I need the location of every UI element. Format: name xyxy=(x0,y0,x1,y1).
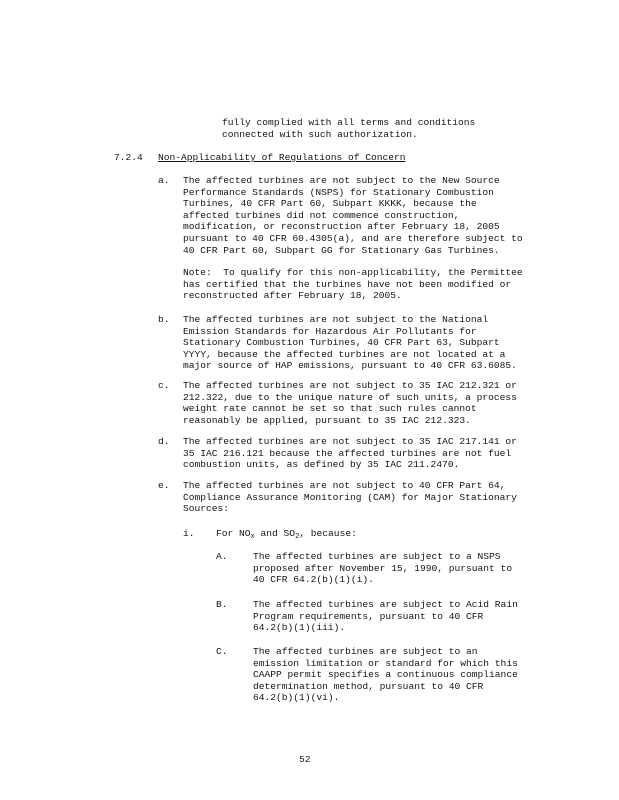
text-line: Stationary Combustion Turbines, 40 CFR Part 63, Subpart xyxy=(183,337,500,349)
text-line: Program requirements, pursuant to 40 CFR xyxy=(253,610,484,622)
text-line: CAAPP permit specifies a continuous compliance xyxy=(253,669,518,681)
text-line: Performance Standards (NSPS) for Stationary Combustion xyxy=(183,186,494,198)
item-e-paragraph xyxy=(183,480,517,515)
text-line: determination method, pursuant to 40 CFR xyxy=(253,680,484,692)
text-line: 64.2(b)(1)(iii). xyxy=(253,622,346,634)
text-fragment: For NO xyxy=(216,528,251,539)
text-line: 40 CFR Part 60, Subpart GG for Stationary Gas Turbines. xyxy=(183,244,500,256)
text-line: Compliance Assurance Monitoring (CAM) for Major Stationary xyxy=(183,491,517,503)
text-fragment: , because: xyxy=(299,528,357,539)
entry-label: A. xyxy=(216,551,228,562)
entry-a-paragraph xyxy=(253,551,512,586)
text-line: Turbines, 40 CFR Part 60, Subpart KKKK, because the xyxy=(183,198,477,210)
text-line: emission limitation or standard for which this xyxy=(253,657,518,669)
subitem-label: i. xyxy=(183,528,195,539)
text-line: reasonably be applied, pursuant to 35 IAC 212.323. xyxy=(183,414,471,426)
entry-label: C. xyxy=(216,646,228,657)
item-label: e. xyxy=(158,480,170,491)
intro-paragraph xyxy=(222,117,475,140)
text-line: fully complied with all terms and conditions xyxy=(222,117,476,128)
subitem-i-text xyxy=(216,528,357,544)
text-line: proposed after November 15, 1990, pursuant to xyxy=(253,562,513,574)
text-line: The affected turbines are not subject to 35 IAC 217.141 or xyxy=(183,436,517,447)
subscript: 2 xyxy=(295,533,300,541)
item-c-paragraph xyxy=(183,380,517,426)
entry-label: B. xyxy=(216,599,228,610)
section-title: Non-Applicability of Regulations of Concern xyxy=(158,152,406,163)
item-label: b. xyxy=(158,314,170,325)
item-b-paragraph xyxy=(183,314,517,372)
text-line: The affected turbines are subject to Acid Rain xyxy=(253,599,518,610)
text-line: has certified that the turbines have not been modified or xyxy=(183,278,512,290)
section-number: 7.2.4 xyxy=(114,152,143,163)
text-line: major source of HAP emissions, pursuant to 40 CFR 63.6085. xyxy=(183,360,517,372)
text-line: combustion units, as defined by 35 IAC 211.2470. xyxy=(183,459,460,471)
item-label: d. xyxy=(158,436,170,447)
subscript: x xyxy=(250,533,255,541)
text-line: modification, or reconstruction after February 18, 2005 xyxy=(183,221,500,233)
text-line: weight rate cannot be set so that such rules cannot xyxy=(183,403,477,415)
text-line: Sources: xyxy=(183,503,230,515)
item-label: a. xyxy=(158,175,170,186)
text-line: The affected turbines are subject to a NSPS xyxy=(253,551,501,562)
text-line: 35 IAC 216.121 because the affected turbines are not fuel xyxy=(183,447,512,459)
text-line: pursuant to 40 CFR 60.4305(a), and are therefore subject to xyxy=(183,232,523,244)
text-fragment: and SO xyxy=(254,528,296,539)
text-line: 40 CFR 64.2(b)(1)(i). xyxy=(253,574,374,586)
text-line: The affected turbines are not subject to 35 IAC 212.321 or xyxy=(183,380,517,391)
text-line: The affected turbines are subject to an xyxy=(253,646,478,657)
item-d-paragraph xyxy=(183,436,517,471)
text-line: affected turbines did not commence construction, xyxy=(183,209,460,221)
text-line: The affected turbines are not subject to 40 CFR Part 64, xyxy=(183,480,506,491)
item-label: c. xyxy=(158,380,170,391)
text-line: YYYY, because the affected turbines are not located at a xyxy=(183,348,506,360)
page-number: 52 xyxy=(299,754,311,765)
text-line: reconstructed after February 18, 2005. xyxy=(183,290,402,302)
item-a-paragraph xyxy=(183,175,523,256)
text-line: Note: To qualify for this non-applicability, the Permittee xyxy=(183,267,523,278)
entry-c-paragraph xyxy=(253,646,518,704)
text-line: connected with such authorization. xyxy=(222,128,418,140)
item-a-note xyxy=(183,267,523,302)
entry-b-paragraph xyxy=(253,599,518,634)
text-line: Emission Standards for Hazardous Air Pollutants for xyxy=(183,325,477,337)
text-line: 64.2(b)(1)(vi). xyxy=(253,692,340,704)
text-line: 212.322, due to the unique nature of such units, a process xyxy=(183,391,517,403)
text-line: The affected turbines are not subject to the National xyxy=(183,314,489,325)
text-line: The affected turbines are not subject to the New Source xyxy=(183,175,500,186)
